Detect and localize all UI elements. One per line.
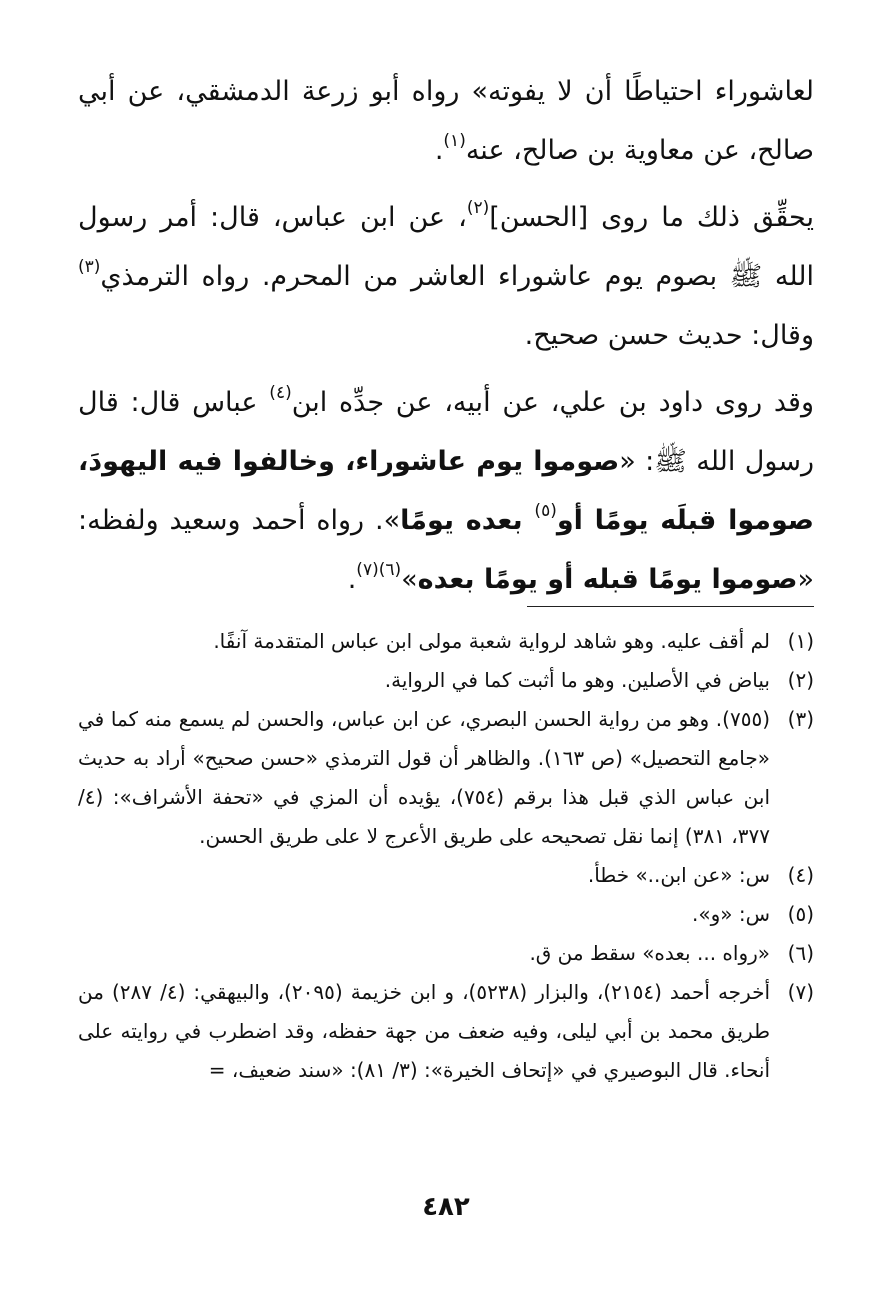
text-run: ». رواه أحمد وسعيد ولفظه: « (78, 505, 814, 595)
footnote-item (78, 934, 814, 973)
footnote-item (78, 973, 814, 1090)
footnote-number: (٦) (787, 941, 814, 965)
footnote-item (78, 622, 814, 661)
footnote-item (78, 895, 814, 934)
text-run: عباس قال: قال رسول الله ﷺ: « (78, 387, 814, 477)
footnote-text: لم أقف عليه. وهو شاهد لرواية شعبة مولى ابن عباس المتقدمة آنفًا. (213, 629, 770, 653)
text-run: وقال: حديث حسن صحيح. (524, 320, 814, 351)
page-number: ٤٨٢ (422, 1192, 470, 1222)
paragraph-3 (78, 373, 814, 609)
text-run: لعاشوراء احتياطًا أن لا يفوته» رواه أبو زرعة الدمشقي، عن أبي صالح، عن معاوية بن صالح، عنه (78, 76, 814, 166)
footnote-text: بياض في الأصلين. وهو ما أثبت كما في الرواية. (384, 668, 770, 692)
footnotes (78, 622, 814, 1090)
hadith-text: صوموا يوم عاشوراء، وخالفوا فيه اليهودَ، صوموا قبلَه يومًا أو (78, 446, 815, 536)
footnote-number: (٢) (787, 668, 814, 692)
hadith-text: صوموا يومًا قبله أو يومًا بعده (417, 564, 798, 595)
footnote-text: أخرجه أحمد (٢١٥٤)، والبزار (٥٢٣٨)، و ابن خزيمة (٢٠٩٥)، والبيهقي: (٤/ ٢٨٧) من طريق محمد بن أبي ليلى، وفيه ضعف من جهة حفظه، وقد اضطرب في روايته على أنحاء. قال البوصيري في «إتحاف الخيرة»: (٣/ ٨١): «سند ضعيف، = (78, 980, 771, 1082)
footnote-marker[interactable]: (٢) (466, 198, 490, 218)
footnote-marker[interactable]: (٣) (78, 257, 101, 277)
footnote-item (78, 661, 814, 700)
text-run: » (401, 564, 418, 595)
text-run: وقد روى داود بن علي، عن أبيه، عن جدِّه ابن (291, 387, 814, 418)
footnote-marker[interactable]: (٦)(٧) (356, 560, 402, 580)
footnote-text: س: «عن ابن..» خطأ. (587, 863, 770, 887)
footnote-text: س: «و». (692, 902, 770, 926)
paragraph-1 (78, 62, 814, 180)
hadith-text: بعده يومًا (400, 505, 535, 536)
footnote-divider (527, 606, 814, 607)
footnote-number: (٥) (787, 902, 814, 926)
footnote-marker[interactable]: (٤) (269, 383, 292, 403)
text-run: ، عن ابن عباس، قال: أمر رسول الله ﷺ بصوم يوم عاشوراء العاشر من المحرم. رواه الترمذي (78, 202, 814, 292)
text-run: . (347, 564, 357, 595)
text-run: يحقِّق ذلك ما روى [الحسن] (489, 202, 814, 233)
footnote-number: (١) (787, 629, 814, 653)
main-text (78, 62, 814, 609)
footnote-number: (٧) (787, 980, 814, 1004)
paragraph-2 (78, 188, 814, 365)
footnote-number: (٤) (787, 863, 814, 887)
footnote-text: «رواه ... بعده» سقط من ق. (529, 941, 770, 965)
footnote-number: (٣) (787, 707, 814, 731)
footnote-text: (٧٥٥). وهو من رواية الحسن البصري، عن ابن عباس، والحسن لم يسمع منه كما في «جامع التحصيل» (ص ١٦٣). والظاهر أن قول الترمذي «حسن صحيح» أراد به حديث ابن عباس الذي قبل هذا برقم (٧٥٤)، يؤيده أن المزي في «تحفة الأشراف»: (٤/ ٣٧٧، ٣٨١) إنما نقل تصحيحه على طريق الأعرج لا على طريق الحسن. (78, 707, 771, 848)
footnote-item (78, 700, 814, 856)
text-run: . (434, 135, 444, 166)
footnote-item (78, 856, 814, 895)
footnote-marker[interactable]: (٥) (534, 501, 557, 521)
footnote-marker[interactable]: (١) (443, 131, 466, 151)
